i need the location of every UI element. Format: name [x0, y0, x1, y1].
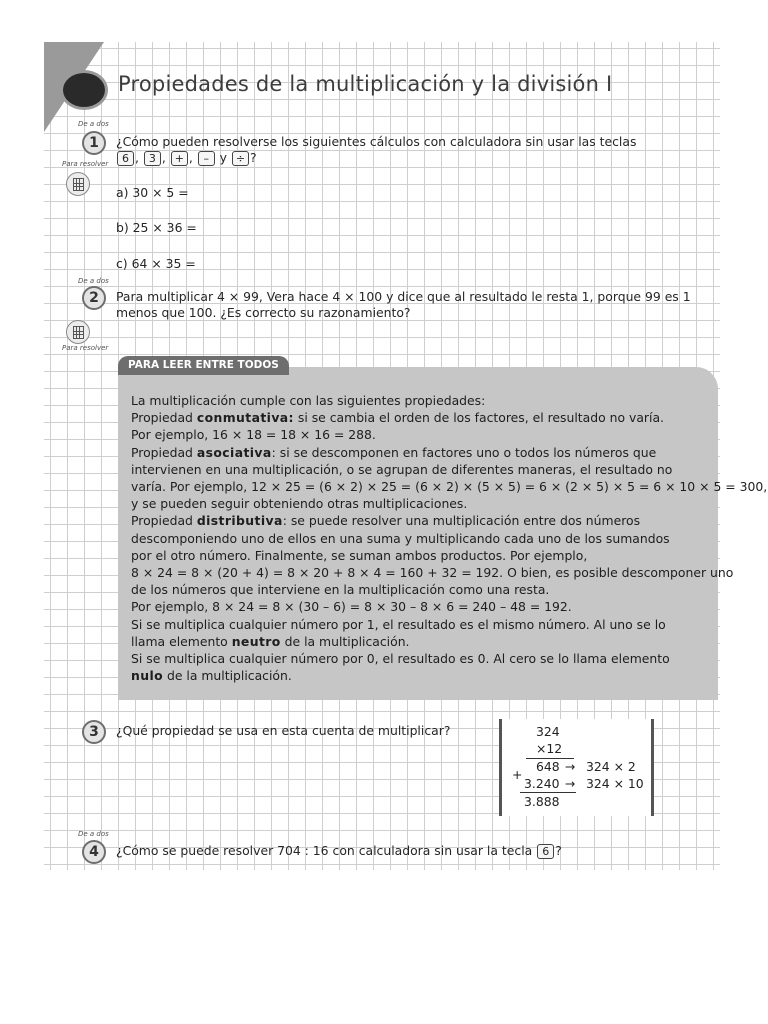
exercise-expression: 30 × 5 = [132, 185, 189, 200]
question-mark: ? [249, 150, 257, 165]
box-line: Si se multiplica cualquier número por 0, el resultado es 0. Al cero se lo llama elemento [131, 651, 670, 667]
box-line [131, 444, 711, 461]
question-2-line-2: menos que 100. ¿Es correcto su razonamiento? [116, 305, 411, 320]
title-bullet-icon [60, 70, 108, 110]
question-2-text [116, 289, 706, 321]
question-number-4: 4 [82, 840, 106, 864]
text: de la multiplicación. [163, 668, 292, 684]
box-line: descomponiendo uno de ellos en una suma y multiplicando cada uno de los sumandos [131, 530, 670, 546]
partial-product-2-note: 324 × 10 [586, 776, 644, 791]
property-name: neutro [231, 633, 281, 649]
text: llama elemento [131, 633, 232, 649]
box-line: por el otro número. Finalmente, se suman ambos productos. Por ejemplo, [131, 547, 588, 563]
key-6: 6 [537, 844, 554, 859]
question-mark: ? [555, 843, 562, 858]
exercise-expression: 25 × 36 = [132, 220, 197, 235]
arrow-icon: → [565, 776, 576, 791]
solve-tag: Para resolver [62, 160, 109, 168]
partial-product-1-note: 324 × 2 [586, 759, 636, 774]
box-line: Por ejemplo, 8 × 24 = 8 × (30 – 6) = 8 × 30 – 8 × 6 = 240 – 48 = 192. [131, 599, 572, 615]
property-name: nulo [131, 668, 164, 684]
text: de la multiplicación. [280, 633, 410, 649]
reading-box-heading: PARA LEER ENTRE TODOS [118, 356, 289, 375]
box-line: varía. Por ejemplo, 12 × 25 = (6 × 2) × 25 = (6 × 2) × (5 × 5) = 6 × (2 × 5) × 5 = 6 × 10 × 5 = 300, [131, 479, 768, 495]
property-name: conmutativa: [196, 410, 294, 426]
rule-line [520, 792, 576, 793]
box-line [131, 633, 711, 650]
final-result: 3.888 [524, 794, 560, 809]
pair-work-tag: De a dos [78, 120, 109, 128]
separator: , [135, 150, 139, 165]
property-name: asociativa [196, 444, 272, 460]
partial-product-2: 3.240 [524, 776, 560, 791]
exercise-label: b) [116, 220, 129, 235]
exercise-label: a) [116, 185, 129, 200]
arrow-icon: → [565, 759, 576, 774]
multiplication-card [499, 719, 654, 816]
text: : si se descomponen en factores uno o todos los números que [271, 444, 657, 460]
exercise-a [116, 185, 189, 200]
box-line: 8 × 24 = 8 × (20 + 4) = 8 × 20 + 8 × 4 = 160 + 32 = 192. O bien, es posible descomponer uno [131, 565, 734, 581]
question-1-text [116, 134, 696, 166]
question-1-intro: ¿Cómo pueden resolverse los siguientes cálculos con calculadora sin usar las teclas [116, 134, 637, 149]
separator: , [161, 150, 166, 165]
box-line [131, 667, 711, 684]
question-2-line-1: Para multiplicar 4 × 99, Vera hace 4 × 100 y dice que al resultado le resta 1, porque 99 es 1 [116, 289, 691, 304]
calculator-icon [66, 320, 90, 344]
partial-product-1: 648 [536, 759, 560, 774]
page-title: Propiedades de la multiplicación y la división I [118, 72, 613, 96]
text: Propiedad [131, 444, 197, 460]
box-line [131, 512, 711, 529]
question-number-3: 3 [82, 720, 106, 744]
text: Propiedad [131, 410, 197, 426]
box-line: La multiplicación cumple con las siguientes propiedades: [131, 393, 486, 408]
calculator-icon [66, 172, 90, 196]
key-divide: ÷ [232, 151, 249, 166]
text: si se cambia el orden de los factores, el resultado no varía. [293, 410, 665, 426]
key-plus: + [171, 151, 188, 166]
text: : se puede resolver una multiplicación entre dos números [282, 513, 641, 529]
box-line: y se pueden seguir obteniendo otras multiplicaciones. [131, 496, 468, 512]
exercise-b [116, 220, 197, 235]
text: Propiedad [131, 513, 197, 529]
question-number-1: 1 [82, 131, 106, 155]
pair-work-tag: De a dos [78, 830, 109, 838]
factor-2: ×12 [536, 741, 563, 756]
box-line: de los números que interviene en la multiplicación como una resta. [131, 582, 550, 598]
key-minus: – [198, 151, 215, 166]
question-4-text [116, 843, 562, 859]
reading-box-text [131, 392, 768, 684]
separator: , [188, 150, 193, 165]
solve-tag: Para resolver [62, 344, 109, 352]
pair-work-tag: De a dos [78, 277, 109, 285]
exercise-label: c) [116, 256, 128, 271]
plus-sign: + [512, 767, 523, 782]
key-3: 3 [144, 151, 161, 166]
property-name: distributiva [196, 513, 283, 529]
separator: y [219, 150, 228, 165]
question-4-intro: ¿Cómo se puede resolver 704 : 16 con calculadora sin usar la tecla [116, 843, 533, 858]
key-6: 6 [117, 151, 134, 166]
exercise-expression: 64 × 35 = [131, 256, 196, 271]
factor-1: 324 [536, 724, 560, 739]
question-number-2: 2 [82, 286, 106, 310]
box-line: Si se multiplica cualquier número por 1, el resultado es el mismo número. Al uno se lo [131, 616, 666, 632]
box-line: Por ejemplo, 16 × 18 = 18 × 16 = 288. [131, 427, 376, 443]
box-line [131, 409, 711, 426]
question-3-text: ¿Qué propiedad se usa en esta cuenta de multiplicar? [116, 723, 451, 738]
box-line: intervienen en una multiplicación, o se agrupan de diferentes maneras, el resultado no [131, 461, 673, 477]
exercise-c [116, 256, 196, 271]
